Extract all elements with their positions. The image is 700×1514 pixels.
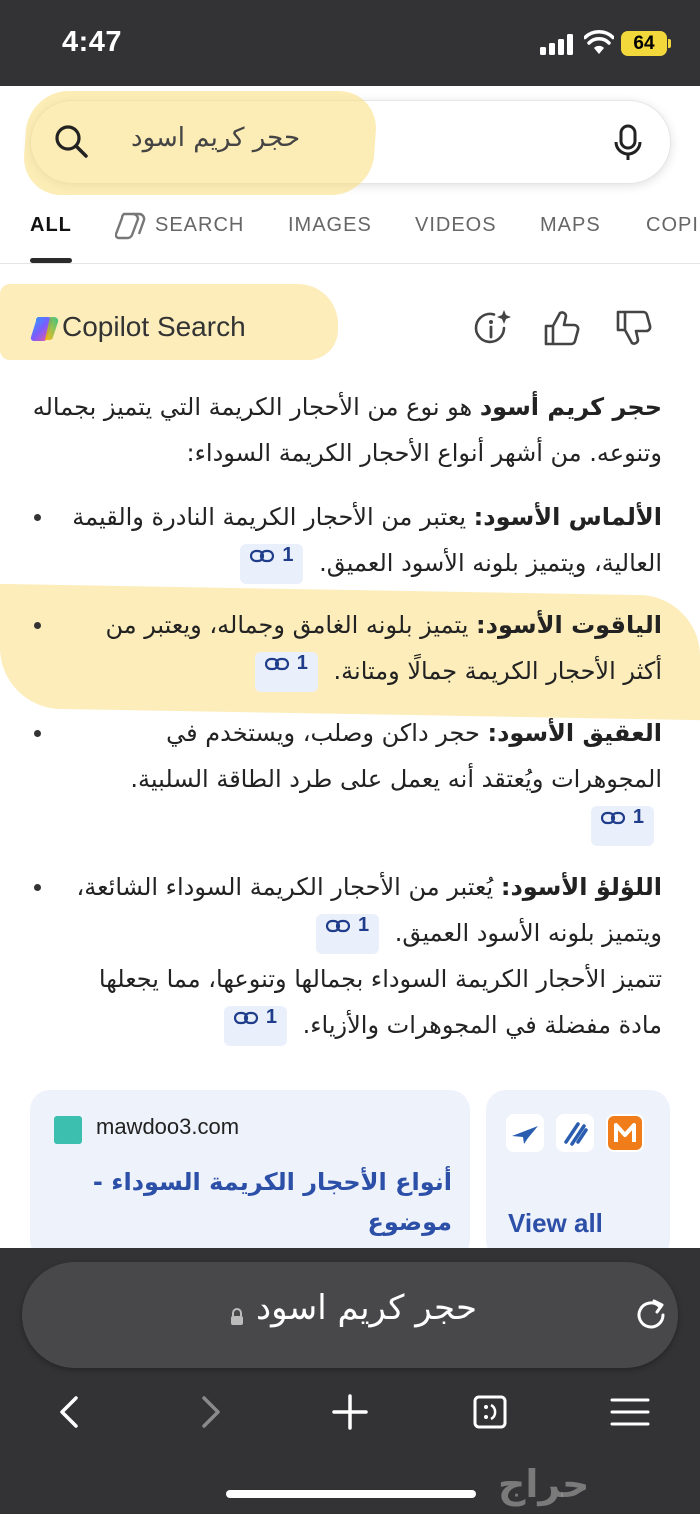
tab-all[interactable]: ALL [30,214,72,236]
tab-maps[interactable]: MAPS [540,214,601,236]
citation-chip[interactable] [316,914,379,954]
bullet-term: اللؤلؤ الأسود: [500,873,662,901]
intro-term: حجر كريم أسود [479,393,662,421]
intro-text: هو نوع من الأحجار الكريمة التي يتميز بجماله وتنوعه. من أشهر أنواع الأحجار الكريمة السوداء: [32,393,662,467]
plane-icon [506,1114,544,1152]
search-icon[interactable] [53,123,91,161]
view-all-card[interactable] [486,1090,670,1260]
bullet-term: الألماس الأسود: [473,503,662,531]
answer-intro [30,384,662,476]
source-title-link[interactable]: أنواع الأحجار الكريمة السوداء - موضوع [92,1168,452,1236]
link-icon [250,549,274,563]
citation-chip[interactable] [255,652,318,692]
back-icon[interactable] [50,1392,90,1432]
tab-images[interactable]: IMAGES [288,214,372,236]
answer-outro: تتميز الأحجار الكريمة السوداء بجمالها وتنوعها، مما يجعلها مادة مفضلة في المجوهرات والأزياء. [98,965,662,1039]
address-text[interactable]: حجر كريم اسود [256,1288,478,1328]
copilot-logo-icon [30,314,60,344]
link-icon [234,1011,258,1025]
source-card[interactable] [30,1090,470,1260]
active-tab-indicator [30,258,72,263]
citation-chip[interactable] [591,806,654,846]
bullet-text: يعتبر من الأحجار الكريمة النادرة والقيمة العالية، ويتميز بلونه الأسود العميق. [72,503,662,577]
lock-icon [230,1308,244,1326]
thumbs-down-icon[interactable] [612,306,656,350]
citation-number: 1 [358,914,370,936]
citation-chip[interactable] [240,544,303,584]
copilot-tab-icon [115,212,147,240]
mawdoo3-favicon-icon [54,1116,82,1144]
citation-chip[interactable] [224,1006,287,1046]
watermark-logo: حراج [498,1462,590,1506]
wifi-icon [584,30,614,56]
status-bar [0,0,700,86]
citation-number: 1 [632,806,644,828]
status-time: 4:47 [62,26,123,58]
link-icon [326,919,350,933]
bullet-term: الياقوت الأسود: [476,611,662,639]
forward-icon[interactable] [190,1392,230,1432]
browser-toolbar [0,1248,700,1514]
list-item [70,710,662,848]
bullet-text: يُعتبر من الأحجار الكريمة السوداء الشائعة، ويتميز بلونه الأسود العميق. [76,873,662,947]
link-icon [265,657,289,671]
reload-icon[interactable] [632,1296,670,1334]
copilot-answer [30,384,662,1064]
thumbs-up-icon[interactable] [540,306,584,350]
tabs-icon[interactable] [470,1392,510,1432]
info-sparkle-icon[interactable] [470,306,514,350]
m-logo-icon [606,1114,644,1152]
copilot-search-title: Copilot Search [62,311,246,342]
list-item [70,602,662,694]
answer-bullets [30,494,662,1048]
home-indicator [226,1490,476,1498]
cellular-signal-icon [540,33,576,55]
source-domain: mawdoo3.com [96,1114,240,1139]
citation-number: 1 [296,652,308,674]
slash-logo-icon [556,1114,594,1152]
bullet-text: يتميز بلونه الغامق وجماله، ويعتبر من أكثر الأحجار الكريمة جمالًا ومتانة. [105,611,662,685]
citation-number: 1 [265,1006,277,1028]
new-tab-icon[interactable] [330,1392,370,1432]
search-input[interactable]: حجر كريم اسود [131,123,301,153]
mic-icon[interactable] [613,123,643,163]
address-bar[interactable] [22,1262,678,1368]
bullet-term: العقيق الأسود: [487,719,662,747]
tab-search[interactable]: SEARCH [155,214,245,236]
battery-icon: 64 [621,31,667,56]
battery-tip [668,39,671,48]
search-box[interactable] [30,100,671,184]
list-item [70,494,662,586]
view-all-link[interactable]: View all [508,1208,603,1238]
list-item [70,864,662,1048]
link-icon [601,811,625,825]
citation-number: 1 [282,544,294,566]
bullet-text: حجر داكن وصلب، ويستخدم في المجوهرات ويُعتقد أنه يعمل على طرد الطاقة السلبية. [130,719,662,793]
tab-videos[interactable]: VIDEOS [415,214,497,236]
menu-icon[interactable] [610,1392,650,1432]
search-tabs [0,200,700,264]
tab-copilot[interactable]: COPI [646,214,699,236]
